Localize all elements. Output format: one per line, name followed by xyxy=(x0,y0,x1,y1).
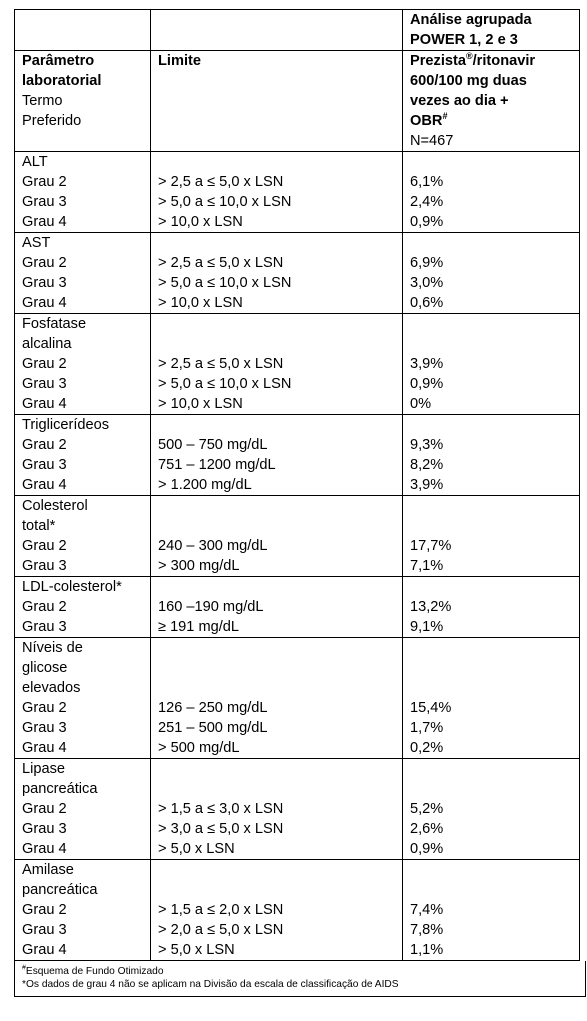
grade-label: Grau 4 xyxy=(22,295,67,311)
spacer xyxy=(410,658,572,678)
parameter-cell xyxy=(15,314,151,415)
limit-value: 500 – 750 mg/dL xyxy=(158,437,268,453)
param-header-line: laboratorial xyxy=(22,73,102,89)
limit-value: > 2,5 a ≤ 5,0 x LSN xyxy=(158,255,284,271)
parameter-name: AST xyxy=(22,235,51,251)
incidence-value: 9,1% xyxy=(410,619,444,635)
spacer xyxy=(158,880,395,900)
incidence-value: 0% xyxy=(410,396,432,412)
spacer xyxy=(410,314,572,334)
arm-header-line-2: 600/100 mg duas xyxy=(410,73,527,89)
grade-label: Grau 4 xyxy=(22,841,67,857)
parameter-name: ALT xyxy=(22,154,48,170)
incidence-value: 0,9% xyxy=(410,841,444,857)
incidence-value: 1,7% xyxy=(410,720,444,736)
parameter-name: elevados xyxy=(22,680,81,696)
spacer xyxy=(410,759,572,779)
incidence-value: 3,9% xyxy=(410,477,444,493)
spacer xyxy=(410,415,572,435)
arm-obr: OBR xyxy=(410,113,443,129)
parameter-name: total* xyxy=(22,518,56,534)
limit-value: > 2,0 a ≤ 5,0 x LSN xyxy=(158,922,284,938)
title-empty-cell xyxy=(15,10,151,51)
parameter-cell xyxy=(15,577,151,638)
grade-label: Grau 4 xyxy=(22,214,67,230)
limit-cell xyxy=(151,759,403,860)
limit-value: > 1,5 a ≤ 2,0 x LSN xyxy=(158,902,284,918)
parameter-group-row xyxy=(15,415,580,496)
grade-label: Grau 3 xyxy=(22,619,67,635)
limit-value: 126 – 250 mg/dL xyxy=(158,700,268,716)
value-cell xyxy=(403,496,580,577)
grade-label: Grau 4 xyxy=(22,740,67,756)
param-subheader-line: Termo xyxy=(22,93,63,109)
spacer xyxy=(410,152,572,172)
spacer xyxy=(410,638,572,658)
hash-mark: # xyxy=(442,111,448,122)
limit-value: > 300 mg/dL xyxy=(158,558,240,574)
spacer xyxy=(158,860,395,880)
analysis-title-line: Análise agrupada xyxy=(410,12,532,28)
incidence-value: 1,1% xyxy=(410,942,444,958)
arm-header-line-4 xyxy=(410,111,572,131)
limit-cell xyxy=(151,314,403,415)
spacer xyxy=(410,516,572,536)
grade-label: Grau 2 xyxy=(22,801,67,817)
parameter-name: Colesterol xyxy=(22,498,88,514)
footnote-1-mark: # xyxy=(22,964,26,972)
limit-value: 251 – 500 mg/dL xyxy=(158,720,268,736)
grade-label: Grau 4 xyxy=(22,477,67,493)
spacer xyxy=(158,233,395,253)
grade-label: Grau 2 xyxy=(22,356,67,372)
grade-label: Grau 4 xyxy=(22,942,67,958)
table-title-row xyxy=(15,10,580,51)
parameter-name: Níveis de xyxy=(22,640,83,656)
incidence-value: 9,3% xyxy=(410,437,444,453)
incidence-value: 0,6% xyxy=(410,295,444,311)
incidence-value: 15,4% xyxy=(410,700,452,716)
registered-mark: ® xyxy=(465,51,473,62)
spacer xyxy=(158,658,395,678)
spacer xyxy=(158,334,395,354)
grade-label: Grau 3 xyxy=(22,457,67,473)
parameter-cell xyxy=(15,152,151,233)
spacer xyxy=(410,860,572,880)
arm-drug-suffix: /ritonavir xyxy=(472,53,536,69)
incidence-value: 6,1% xyxy=(410,174,444,190)
parameter-group-row xyxy=(15,496,580,577)
column-header-row xyxy=(15,51,580,152)
grade-label: Grau 3 xyxy=(22,558,67,574)
limit-header-cell xyxy=(151,51,403,152)
param-header-line: Parâmetro xyxy=(22,53,95,69)
spacer xyxy=(410,233,572,253)
incidence-value: 5,2% xyxy=(410,801,444,817)
limit-value: > 500 mg/dL xyxy=(158,740,240,756)
incidence-value: 8,2% xyxy=(410,457,444,473)
grade-label: Grau 2 xyxy=(22,437,67,453)
grade-label: Grau 3 xyxy=(22,720,67,736)
param-header-cell xyxy=(15,51,151,152)
parameter-name: pancreática xyxy=(22,781,98,797)
limit-value: > 5,0 a ≤ 10,0 x LSN xyxy=(158,194,292,210)
arm-header-line-3: vezes ao dia + xyxy=(410,93,509,109)
lab-abnormalities-table xyxy=(14,9,580,961)
limit-cell xyxy=(151,860,403,961)
spacer xyxy=(410,577,572,597)
limit-value: > 10,0 x LSN xyxy=(158,214,243,230)
parameter-group-row xyxy=(15,638,580,759)
parameter-group-row xyxy=(15,233,580,314)
limit-value: > 2,5 a ≤ 5,0 x LSN xyxy=(158,174,284,190)
title-empty-cell xyxy=(151,10,403,51)
spacer xyxy=(158,779,395,799)
spacer xyxy=(158,415,395,435)
arm-drug-name: Prezista xyxy=(410,53,466,69)
parameter-group-row xyxy=(15,860,580,961)
limit-value: > 1.200 mg/dL xyxy=(158,477,252,493)
spacer xyxy=(158,759,395,779)
limit-value: > 3,0 a ≤ 5,0 x LSN xyxy=(158,821,284,837)
parameter-name: Triglicerídeos xyxy=(22,417,110,433)
grade-label: Grau 2 xyxy=(22,902,67,918)
incidence-value: 3,0% xyxy=(410,275,444,291)
limit-cell xyxy=(151,152,403,233)
spacer xyxy=(410,496,572,516)
parameter-group-row xyxy=(15,759,580,860)
limit-value: ≥ 191 mg/dL xyxy=(158,619,240,635)
incidence-value: 0,9% xyxy=(410,376,444,392)
value-cell xyxy=(403,759,580,860)
incidence-value: 7,4% xyxy=(410,902,444,918)
limit-cell xyxy=(151,415,403,496)
parameter-name: pancreática xyxy=(22,882,98,898)
parameter-cell xyxy=(15,496,151,577)
grade-label: Grau 3 xyxy=(22,275,67,291)
footnotes xyxy=(14,961,586,997)
spacer xyxy=(158,152,395,172)
limit-cell xyxy=(151,577,403,638)
parameter-cell xyxy=(15,860,151,961)
spacer xyxy=(410,334,572,354)
arm-header-line-1 xyxy=(410,51,572,71)
lab-abnormalities-table-frame xyxy=(14,9,579,997)
grade-label: Grau 2 xyxy=(22,538,67,554)
parameter-group-row xyxy=(15,152,580,233)
limit-value: > 10,0 x LSN xyxy=(158,295,243,311)
limit-cell xyxy=(151,233,403,314)
limit-value: > 2,5 a ≤ 5,0 x LSN xyxy=(158,356,284,372)
incidence-value: 2,4% xyxy=(410,194,444,210)
spacer xyxy=(410,779,572,799)
parameter-name: LDL-colesterol* xyxy=(22,579,122,595)
grade-label: Grau 3 xyxy=(22,194,67,210)
incidence-value: 7,1% xyxy=(410,558,444,574)
limit-cell xyxy=(151,496,403,577)
spacer xyxy=(410,880,572,900)
limit-value: > 1,5 a ≤ 3,0 x LSN xyxy=(158,801,284,817)
spacer xyxy=(158,678,395,698)
value-cell xyxy=(403,233,580,314)
parameter-name: glicose xyxy=(22,660,68,676)
value-cell xyxy=(403,577,580,638)
limit-header: Limite xyxy=(158,53,201,69)
spacer xyxy=(158,577,395,597)
limit-cell xyxy=(151,638,403,759)
value-cell xyxy=(403,415,580,496)
limit-value: 160 –190 mg/dL xyxy=(158,599,264,615)
limit-value: 751 – 1200 mg/dL xyxy=(158,457,276,473)
limit-value: 240 – 300 mg/dL xyxy=(158,538,268,554)
spacer xyxy=(158,516,395,536)
limit-value: > 5,0 a ≤ 10,0 x LSN xyxy=(158,275,292,291)
analysis-title-line: POWER 1, 2 e 3 xyxy=(410,32,518,48)
incidence-value: 6,9% xyxy=(410,255,444,271)
analysis-title-cell xyxy=(403,10,580,51)
parameter-group-row xyxy=(15,314,580,415)
grade-label: Grau 2 xyxy=(22,700,67,716)
incidence-value: 3,9% xyxy=(410,356,444,372)
spacer xyxy=(158,638,395,658)
footnote-1 xyxy=(22,965,585,978)
footnote-2: *Os dados de grau 4 não se aplicam na Divisão da escala de classificação de AIDS xyxy=(22,979,399,990)
arm-n-count: N=467 xyxy=(410,133,454,149)
value-cell xyxy=(403,860,580,961)
grade-label: Grau 3 xyxy=(22,922,67,938)
grade-label: Grau 3 xyxy=(22,376,67,392)
parameter-group-row xyxy=(15,577,580,638)
parameter-cell xyxy=(15,415,151,496)
incidence-value: 2,6% xyxy=(410,821,444,837)
incidence-value: 13,2% xyxy=(410,599,452,615)
parameter-cell xyxy=(15,233,151,314)
parameter-name: Fosfatase xyxy=(22,316,87,332)
param-subheader-line: Preferido xyxy=(22,113,82,129)
footnote-1-text: Esquema de Fundo Otimizado xyxy=(25,966,164,977)
parameter-name: Amilase xyxy=(22,862,74,878)
limit-value: > 5,0 x LSN xyxy=(158,942,235,958)
value-cell xyxy=(403,152,580,233)
arm-header-cell xyxy=(403,51,580,152)
incidence-value: 7,8% xyxy=(410,922,444,938)
grade-label: Grau 3 xyxy=(22,821,67,837)
parameter-name: Lipase xyxy=(22,761,66,777)
incidence-value: 0,2% xyxy=(410,740,444,756)
grade-label: Grau 2 xyxy=(22,599,67,615)
spacer xyxy=(158,314,395,334)
incidence-value: 17,7% xyxy=(410,538,452,554)
limit-value: > 5,0 a ≤ 10,0 x LSN xyxy=(158,376,292,392)
spacer xyxy=(158,496,395,516)
parameter-cell xyxy=(15,759,151,860)
parameter-name: alcalina xyxy=(22,336,72,352)
incidence-value: 0,9% xyxy=(410,214,444,230)
limit-value: > 5,0 x LSN xyxy=(158,841,235,857)
limit-value: > 10,0 x LSN xyxy=(158,396,243,412)
value-cell xyxy=(403,638,580,759)
spacer xyxy=(410,678,572,698)
grade-label: Grau 2 xyxy=(22,255,67,271)
value-cell xyxy=(403,314,580,415)
grade-label: Grau 4 xyxy=(22,396,67,412)
parameter-cell xyxy=(15,638,151,759)
grade-label: Grau 2 xyxy=(22,174,67,190)
